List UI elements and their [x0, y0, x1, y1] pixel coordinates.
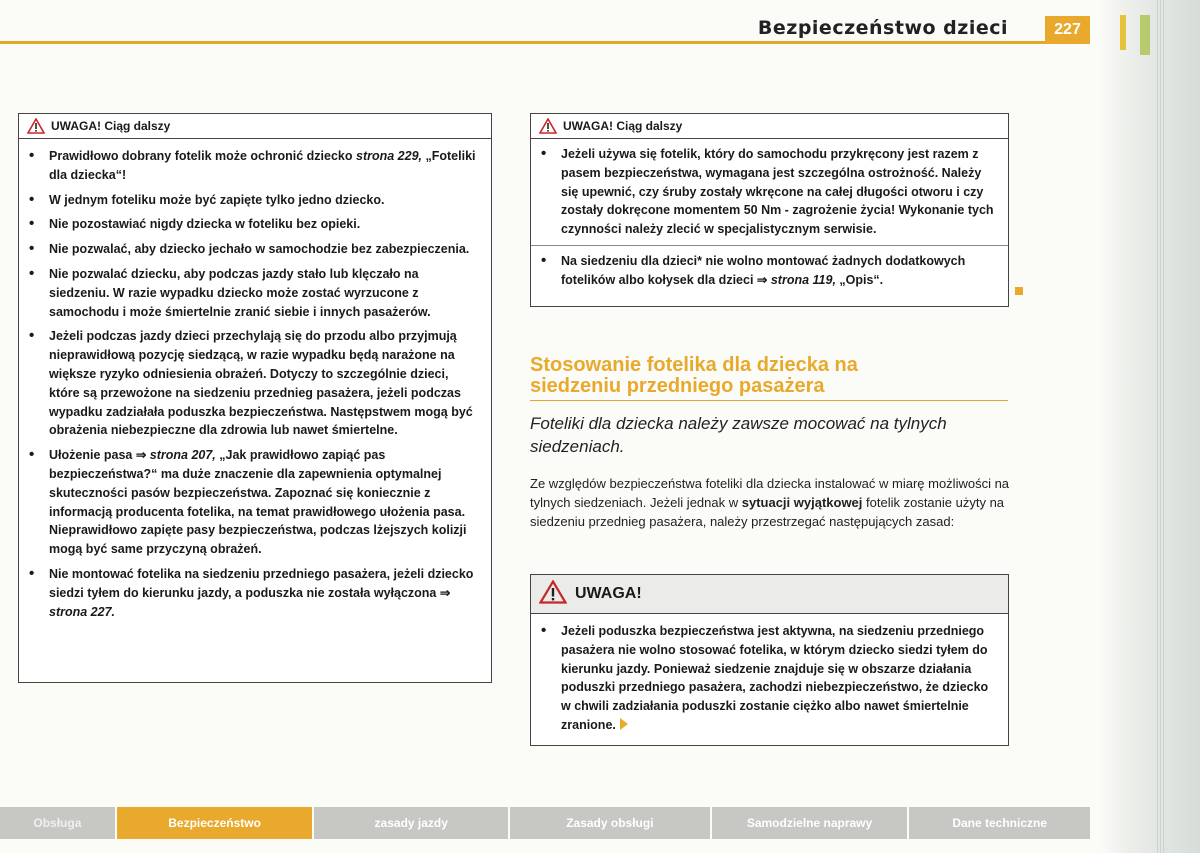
chapter-tab-bezpieczenstwo[interactable]: Bezpieczeństwo: [117, 807, 313, 839]
bullet-item: • Jeżeli używa się fotelik, który do samochodu przykręcony jest razem z pasem bezpieczeństwa, wymagana jest szczególna ostrożność. Należy się upewnić, czy śruby zostały wkręcone na całej długości otworu i czy zostały dokręcone momentem 50 Nm - zagrożenie życia! Wykonanie tych czynności należy zlecić w specjalistycznym serwisie.: [539, 145, 998, 239]
bullet-item: • Nie pozwalać, aby dziecko jechało w samochodzie bez zabezpieczenia.: [27, 240, 481, 259]
warning-box-title: UWAGA! Ciąg dalszy: [51, 119, 171, 133]
warning-box-title: UWAGA!: [575, 585, 642, 602]
warning-triangle-icon: [539, 118, 557, 134]
header-rule: [0, 41, 1045, 44]
warning-continued-box-right: [530, 113, 1009, 307]
continue-arrow-icon: [620, 718, 628, 730]
bullet-item: • Jeżeli podczas jazdy dzieci przechylają się do przodu albo przyjmują nieprawidłową pozycję siedzącą, w razie wypadku będą narażone na większe ryzyko odniesienia obrażeń. Dotyczy to szczególnie dzieci, które są przewożone na siedzeniu przednieg pasażera, jeżeli podczas wypadku zadziałała poduszka bezpieczeństwa. Następstwem mogą być obrażenia niebezpieczne dla zdrowia lub nawet śmiertelne.: [27, 327, 481, 440]
end-of-section-marker: [1015, 287, 1023, 295]
bullet-item: • Nie pozostawiać nigdy dziecka w foteliku bez opieki.: [27, 215, 481, 234]
chapter-tab-dane-techniczne[interactable]: Dane techniczne: [909, 807, 1090, 839]
chapter-tab-zasady-jazdy[interactable]: zasady jazdy: [314, 807, 508, 839]
page-stack-lines: [1157, 0, 1165, 853]
bullet-item: • W jednym foteliku może być zapięte tylko jedno dziecko.: [27, 191, 481, 210]
section-body: Ze względów bezpieczeństwa foteliki dla dziecka instalować w miarę możliwości na tylnych siedzeniach. Jeżeli jednak w sytuacji wyjątkowej fotelik zostanie użyty na siedzeniu przednieg pasażera, należy przestrzegać następujących zasad:: [530, 476, 1010, 529]
section-lead: Foteliki dla dziecka należy zawsze mocować na tylnych siedzeniach.: [530, 414, 947, 456]
chapter-tab-samodzielne-naprawy[interactable]: Samodzielne naprawy: [712, 807, 908, 839]
bullet-item: • Nie pozwalać dziecku, aby podczas jazdy stało lub klęczało na siedzeniu. W razie wypadku dziecko może zostać wyrzucone z samochodu i może śmiertelnie zranić siebie i innych pasażerów.: [27, 265, 481, 321]
page-reference[interactable]: strona 119,: [770, 272, 836, 287]
chapter-nav: [0, 807, 1090, 839]
page-edge: [1100, 0, 1200, 853]
warning-box: [530, 574, 1009, 746]
page-reference[interactable]: strona 207,: [149, 448, 216, 463]
edge-tab-yellow: [1120, 15, 1126, 50]
chapter-tab-obsluga[interactable]: Obsługa: [0, 807, 115, 839]
chapter-tab-zasady-obslugi[interactable]: Zasady obsługi: [510, 807, 710, 839]
page-reference[interactable]: strona 227.: [49, 604, 116, 619]
section-title: Stosowanie fotelika dla dziecka na siedzeniu przedniego pasażera: [530, 355, 1008, 401]
page-number: 227: [1045, 16, 1090, 44]
bullet-item: • Nie montować fotelika na siedzeniu przedniego pasażera, jeżeli dziecko siedzi tyłem do kierunku jazdy, a poduszka nie została wyłączona ⇒ strona 227.: [27, 565, 481, 621]
divider: [531, 245, 1008, 246]
warning-box-header: [19, 114, 491, 139]
warning-box-header: [531, 114, 1008, 139]
warning-continued-box-left: [18, 113, 492, 683]
warning-triangle-icon: [539, 580, 567, 609]
warning-triangle-icon: [27, 118, 45, 134]
bullet-item: • Prawidłowo dobrany fotelik może ochronić dziecko strona 229, „Foteliki dla dziecka“!: [27, 147, 481, 185]
page-title: Bezpieczeństwo dzieci: [757, 17, 1008, 39]
page-reference[interactable]: strona 229,: [356, 149, 423, 163]
warning-box-title: UWAGA! Ciąg dalszy: [563, 119, 683, 133]
bullet-item: • Na siedzeniu dla dzieci* nie wolno montować żadnych dodatkowych fotelików albo kołysek dla dzieci ⇒ strona 119, „Opis“.: [539, 252, 998, 290]
bullet-item: • Jeżeli poduszka bezpieczeństwa jest aktywna, na siedzeniu przedniego pasażera nie wolno stosować fotelika, w którym dziecko siedzi tyłem do kierunku jazdy. Ponieważ siedzenie znajduje się w obszarze działania poduszki przedniego pasażera, zachodzi niebezpieczeństwo, że dziecko w chwili zadziałania poduszki zostanie ciężko albo nawet śmiertelnie zranione.: [539, 622, 998, 735]
warning-box-header: [531, 575, 1008, 614]
bullet-item: • Ułożenie pasa ⇒ strona 207, „Jak prawidłowo zapiąć pas bezpieczeństwa?“ ma duże znaczenie dla zapewnienia optymalnej skuteczności pasów bezpieczeństwa. Zapoznać się koniecznie z informacją producenta fotelika, na temat prawidłowego ułożenia pasa. Nieprawidłowo zapięte pasy bezpieczeństwa, podczas lżejszych kolizji mogą być same przyczyną obrażeń.: [27, 446, 481, 559]
edge-tab-green: [1140, 15, 1150, 55]
